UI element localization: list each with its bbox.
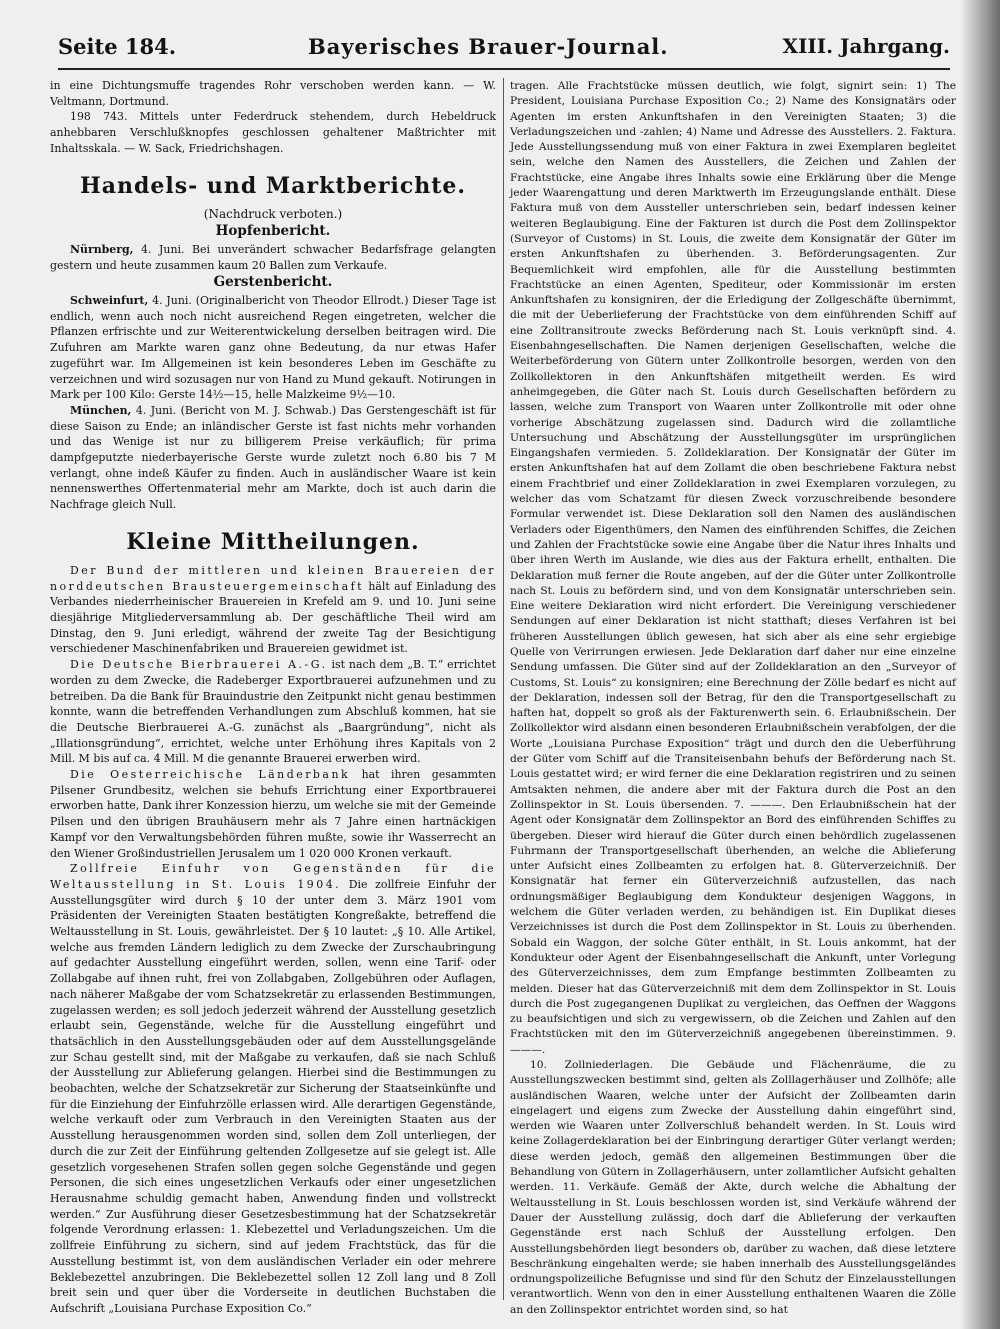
news-3-text: hat ihren gesammten Pilsener Grundbesitz, welchen sie behufs Errichtung einer Exportbrauerei erworben hatte, Dank ihrer Konzession hierzu, um welche sie mit der Gemeinde Pilsen und den übrigen Brauhäusern mehr als 7 Jahre einen hartnäckigen Kampf vor den Verwaltungsbehörden führen mußte, sowie ihr Wasserrecht an den Wiener Großindustriellen Jerusalem um 1 020 000 Kronen verkauft. — [50, 768, 497, 860]
section-title-trade: Handels- und Marktberichte. — [79, 172, 467, 199]
page-number: Seite 184. — [58, 34, 177, 59]
right-column — [510, 78, 956, 1317]
journal-title: Bayerisches Brauer-Journal. — [308, 34, 669, 59]
patent-text-2: 198 743. Mittels unter Federdruck stehendem, durch Hebeldruck anhebbaren Verschlußknopfes geschlossen gehaltener Maßtrichter mit Inhaltsskala. — W. Sack, Friedrichshagen. — [50, 110, 496, 155]
news-3-lead: Die Oesterreichische Länderbank — [70, 768, 351, 782]
munich-report-text: 4. Juni. (Bericht von M. J. Schwab.) Das Gerstengeschäft ist für diese Saison zu Ende; an inländischer Gerste ist fast nichts mehr vorhanden und das Wenige ist nur zu billigerem Preise verkäuflich; für prima dampfgeputzte niederbayerische Gerste wurde zuletzt noch 6.80 bis 7 M verlangt, ohne indeß Käufer zu finden. Auch in ausländischer Waare ist kein nennenswerthes Offertenmaterial mehr am Markte, doch ist auch darin die Nachfrage gleich Null. — [50, 403, 497, 512]
munich-city: München, — [70, 403, 132, 417]
hops-report-text: 4. Juni. Bei unverändert schwacher Bedarfsfrage gelangten gestern und heute zusammen kaum 20 Ballen zum Verkaufe. — [50, 242, 496, 272]
scan-edge-shadow — [960, 0, 1000, 1329]
page-header — [58, 34, 950, 66]
news-1-lead: Der Bund der mittleren und kleinen Brauereien der norddeutschen Brausteuergemeinschaft — [50, 563, 496, 593]
right-paragraph-2: 10. Zollniederlagen. Die Gebäude und Flächenräume, die zu Ausstellungszwecken bestimmt sind, gelten als Zolllagerhäuser und Zollhöfe; alle ausländischen Waaren, welche unter der Aufsicht der Zollbeamten darin eingelagert und eigens zum Zwecke der Ausstellung dahin eingeführt sind, werden wie Waaren unter Zollverschluß behandelt werden. In St. Louis wird keine Zollagerdeklaration bei der Einbringung derartiger Güter verlangt werden; diese werden jedoch, gemäß den allgemeinen Bestimmungen über die Behandlung von Gütern in Zollagerhäusern, unter zollamtlicher Aufsicht gehalten werden. 11. Verkäufe. Gemäß der Akte, durch welche die Abhaltung der Weltausstellung in St. Louis beschlossen worden ist, sind Verkäufe während der Dauer der Ausstellung zulässig, doch darf die Ablieferung der verkauften Gegenstände erst nach Schluß der Ausstellung erfolgen. Den Ausstellungsbehörden liegt besonders ob, darüber zu wachen, daß diese letztere Beschränkung eingehalten werde; sie haben innerhalb des Ausstellungsgeländes ordnungspolizeiliche Befugnisse und sind für den Schutz der Einzelausstellungen verantwortlich. Wenn von den in einer Ausstellung enthaltenen Waaren die Zölle an den Zollinspektor entrichtet worden sind, so hat — [510, 1058, 956, 1316]
schweinfurt-report-text: 4. Juni. (Originalbericht von Theodor Ellrodt.) Dieser Tage ist endlich, wenn auch noch nicht ausreichend Regen eingetreten, welcher die Pflanzen erfrischte und zur Weiterentwickelung derselben beitragen wird. Die Zufuhren am Markte waren ganz ohne Bedeutung, da nur etwas Hafer zugeführt war. Im Allgemeinen ist kein besonderes Leben im Geschäfte zu verzeichnen und wird sozusagen nur von Hand zu Mund gekauft. Notirungen in Mark per 100 Kilo: Gerste 14½—15, helle Malzkeime 9½—10. — [50, 294, 496, 402]
right-paragraph-1: tragen. Alle Frachtstücke müssen deutlich, wie folgt, signirt sein: 1) The President, Louisiana Purchase Exposition Co.; 2) Name des Konsignatärs oder Agenten im ersten Ankunftshafen in den Vereinigten Staaten; 3) die Verladungszeichen und -zahlen; 4) Name und Adresse des Ausstellers. 2. Faktura. Jede Ausstellungssendung muß von einer Faktura in zwei Exemplaren begleitet sein, welche den Namen des Ausstellers, die Zeichen und Zahlen der Frachtstücke, eine Angabe ihres Inhalts sowie eine Erklärung über die Menge jeder Waarengattung und deren Marktwerth im Erzeugungslande enthält. Diese Faktura muß von dem Aussteller unterschrieben sein, bedarf indessen keiner weiteren Beglaubigung. Eine der Fakturen ist durch die Post dem Zollinspektor (Surveyor of Customs) in St. Louis, die zweite dem Konsignatär der Güter im ersten Ankunftshafen zu überhenden. 3. Beförderungsagenten. Zur Bequemlichkeit wird empfohlen, alle für die Ausstellung bestimmten Frachtstücke an einen Agenten, Spediteur, oder Kommissionär im ersten Ankunftshafen zu konsigniren, der die Erledigung der Zollgeschäfte übernimmt, die mit der Ueberlieferung der Frachtstücke von dem einführenden Schiff auf eine Zolltransitroute zwecks Beförderung nach St. Louis verknüpft sind. 4. Eisenbahngesellschaften. Die Namen derjenigen Gesellschaften, welche die Weiterbeförderung von Gütern unter Zollkontrolle besorgen, werden von den Zollkollektoren in den Ankunftshäfen mitgetheilt werden. Es wird anheimgegeben, die Güter nach St. Louis durch Gesellschaften befördern zu lassen, welche zum Transport von Waaren unter Zollkontrolle mit oder ohne vorherige Abschätzung zugelassen sind. Dadurch wird die zollamtliche Untersuchung und Abschätzung der Ausstellungsgüter im ursprünglichen Eingangshafen vermieden. 5. Zolldeklaration. Der Konsignatär der Güter im ersten Ankunftshafen hat auf dem Zollamt die oben beschriebene Faktura nebst einem Frachtbrief und einer Zolldeklaration in zwei Exemplaren vorzulegen, zu welcher das vom Schatzamt für diesen Zweck vorzuschreibende besondere Formular verwendet ist. Diese Deklaration soll den Namen des ausländischen Verladers oder Eigenthümers, den Namen des einführenden Schiffes, die Zeichen und Zahlen der Frachtstücke sowie eine Angabe über die Natur ihres Inhalts und über ihren Werth im Auslande, wie dies aus der Faktura erhellt, enthalten. Die Deklaration muß ferner die Route angeben, auf der die Güter unter Zollkontrolle nach St. Louis zu befördern sind, und von dem Konsignatär unterschrieben sein. Eine weitere Deklaration wird nicht erfordert. Die Vereinigung verschiedener Sendungen auf einer Deklaration ist nicht statthaft; dieses Verfahren ist bei früheren Ausstellungen üblich gewesen, hat sich aber als eine sehr ergiebige Quelle von Verirrungen erwiesen. Jede Deklaration darf daher nur eine einzelne Sendung umfassen. Die Güter sind auf der Zolldeklaration an den „Surveyor of Customs, St. Louis“ zu konsigniren; eine Berechnung der Zölle bedarf es nicht auf der Deklaration, indessen soll der Betrag, für den die Transportgesellschaft zu haften hat, doppelt so groß als der Fakturenwerth sein. 6. Erlaubnißschein. Der Zollkollektor wird alsdann einen besonderen Erlaubnißschein verabfolgen, der die Worte „Louisiana Purchase Exposition“ trägt und durch den die Ueberführung der Güter vom Schiff auf die Transiteisenbahn behufs der Beförderung nach St. Louis gestattet wird; er wird ferner die eine Deklaration registriren und zu seinen Amtsakten nehmen, die andere aber mit der Faktura durch die Post an den Zollinspektor in St. Louis übersenden. 7. ———. Den Erlaubnißschein hat der Agent oder Konsignatär dem Zollinspektor an Bord des einführenden Schiffes zu übergeben. Dieser wird hierauf die Güter durch einen behördlich zugelassenen Fuhrmann der Transportgesellschaft überhenden, an welche die Ablieferung unter Aufsicht eines Zollbeamten zu erfolgen hat. 8. Güterverzeichniß. Der Konsignatär hat ferner ein Güterverzeichniß aufzustellen, das nach ordnungsmäßiger Beglaubigung dem Kondukteur desjenigen Waggons, in welchem die Güter verladen werden, zu behändigen ist. Ein Duplikat dieses Verzeichnisses ist durch die Post dem Zollinspektor in St. Louis zu überhenden. Sobald ein Waggon, der solche Güter enthält, in St. Louis ankommt, hat der Kondukteur oder Agent der Eisenbahngesellschaft die Ankunft, unter Vorlegung des Güterverzeichnisses, dem zum Empfange bestimmten Zollbeamten zu melden. Dieser hat das Güterverzeichniß mit dem dem Zollinspektor in St. Louis durch die Post zugegangenen Duplikat zu vergleichen, das Oeffnen der Waggons zu beaufsichtigen und sich zu vergewissern, ob die Zeichen und Zahlen auf den Frachtstücken mit den im Güterverzeichniß angegebenen übereinstimmen. 9. ———. — [510, 79, 956, 1056]
news-2-lead: Die Deutsche Bierbrauerei A.-G. — [70, 658, 328, 672]
header-rule — [58, 68, 950, 70]
news-4-text: Die zollfreie Einfuhr der Ausstellungsgüter wird durch § 10 der unter dem 3. März 1901 vom Präsidenten der Vereinigten Staaten bestätigten Kongreßakte, betreffend die Weltausstellung in St. Louis, gewährleistet. Der § 10 lautet: „§ 10. Alle Artikel, welche aus fremden Ländern lediglich zu dem Zwecke der Zurschaubringung auf gedachter Ausstellung eingeführt werden, sollen, wenn eine Tarif- oder Zollabgabe auf ihnen ruht, frei von Zollabgaben, Zollgebühren oder Auflagen, nach näherer Maßgabe der vom Schatzsekretär zu erlassenden Bestimmungen, zugelassen werden; es soll jedoch jederzeit während der Ausstellung gesetzlich erlaubt sein, Gegenstände, welche für die Ausstellung eingeführt und thatsächlich in den Ausstellungsgebäuden oder auf dem Ausstellungsgelände zur Schau gestellt sind, mit der Maßgabe zu verkaufen, daß sie nach Schluß der Ausstellung zur Ablieferung gelangen. Hierbei sind die Bestimmungen zu beobachten, welche der Schatzsekretär zur Sicherung der Staatseinkünfte und für die Einziehung der Einfuhrzölle erlassen wird. Alle derartigen Gegenstände, welche verkauft oder zum Verbrauch in den Vereinigten Staaten aus der Ausstellung herausgenommen worden sind, sollen dem Zoll unterliegen, der durch die zur Zeit der Einführung geltenden Zollgesetze auf sie gelegt ist. Alle gesetzlich vorgesehenen Strafen sollen gegen solche Gegenstände und gegen Personen, die sich eines ungesetzlichen Verkaufs oder einer ungesetzlichen Herausnahme schuldig gemacht haben, Anwendung finden und vollstreckt werden.“ Zur Ausführung dieser Gesetzesbestimmung hat der Schatzsekretär folgende Verordnung erlassen: 1. Klebezettel und Verladungszeichen. Um die zollfreie Einführung zu sichern, sind auf jedem Frachtstück, das für die Ausstellung bestimmt ist, von dem ausländischen Verlader ein oder mehrere Beklebezettel anzubringen. Die Beklebezettel sollen 12 Zoll lang und 8 Zoll breit sein und quer über die Vorderseite in deutlichen Buchstaben die Aufschrift „Louisiana Purchase Exposition Co.“ — [50, 877, 496, 1315]
schweinfurt-city: Schweinfurt, — [70, 294, 149, 308]
news-2-text: ist nach dem „B. T.“ errichtet worden zu dem Zwecke, die Radeberger Exportbrauerei aufzunehmen und zu betreiben. Da die Bank für Brauindustrie den Zeitpunkt nicht genau bestimmen konnte, wann die betreffenden Verhandlungen zum Abschluß kommen, hat sie die Deutsche Bierbrauerei A.-G. zunächst als „Baargründung“, nicht als „Illationsgründung“, errichtet, welche unter Erhöhung ihres Kapitals von 2 Mill. M bis auf ca. 4 Mill. M die genannte Brauerei erwerben wird. — [50, 658, 496, 766]
reprint-note: (Nachdruck verboten.) — [203, 206, 343, 221]
barley-report-title: Gerstenbericht. — [213, 274, 333, 291]
volume-label: XIII. Jahrgang. — [782, 34, 950, 58]
patent-text-1: in eine Dichtungsmuffe tragendes Rohr verschoben werden kann. — W. Veltmann, Dortmund. — [50, 79, 496, 108]
hops-report-title: Hopfenbericht. — [215, 223, 331, 240]
news-1-text: hält auf Einladung des Verbandes niederrheinischer Brauereien in Krefeld am 9. und 10. Juni seine diesjährige Mitgliederversammlung ab. Der geschäftliche Theil wird am Dinstag, den 9. Juni erledigt, während der zweite Tag der Besichtigung verschiedener Maschinenfabriken und Brauereien gewidmet ist. — [50, 579, 496, 656]
left-column — [50, 78, 496, 1317]
section-title-news: Kleine Mittheilungen. — [126, 528, 420, 555]
hops-city: Nürnberg, — [70, 242, 134, 256]
column-separator — [503, 78, 504, 1300]
news-4-lead: Zollfreie Einfuhr von Gegenständen für die Weltausstellung in St. Louis 1904. — [50, 862, 496, 891]
